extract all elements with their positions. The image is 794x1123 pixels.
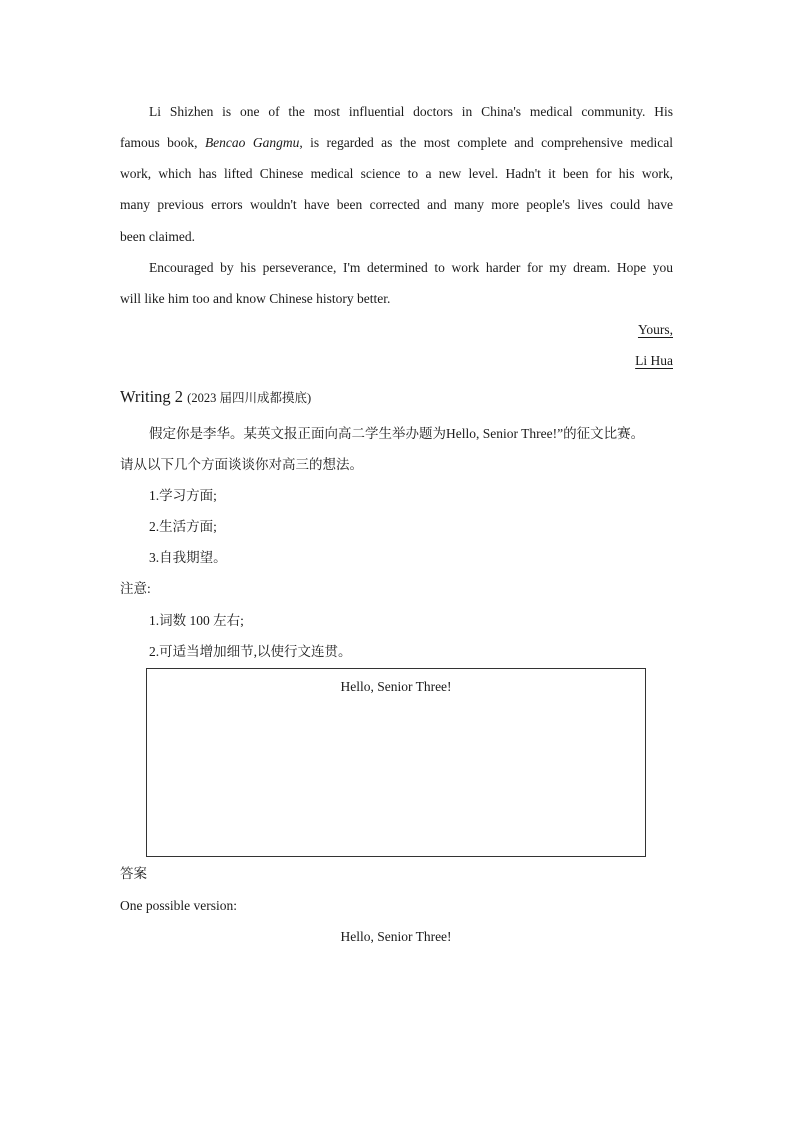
signature-text: Li Hua <box>635 353 673 368</box>
letter-paragraph-2-line-1: Encouraged by his perseverance, I'm determined to work harder for my dream. Hope you <box>149 260 673 275</box>
section-heading <box>120 387 673 408</box>
text-segment: , is regarded as the most complete and comprehensive medical <box>299 135 673 150</box>
answer-label: 答案 <box>120 866 147 881</box>
notes-label: 注意: <box>120 581 151 596</box>
text-segment: famous book, <box>120 135 205 150</box>
answer-title: Hello, Senior Three! <box>340 929 452 944</box>
letter-signature <box>120 351 673 371</box>
answer-box <box>146 668 646 857</box>
section-title: Writing 2 <box>120 387 184 406</box>
letter-paragraph-1-line-2 <box>120 133 673 153</box>
prompt-line-2: 请从以下几个方面谈谈你对高三的想法。 <box>120 457 363 472</box>
letter-closing <box>120 320 673 340</box>
prompt-line-1: 假定你是李华。某英文报正面向高二学生举办题为Hello, Senior Three!”的征文比赛。 <box>149 426 645 441</box>
prompt-point-1: 1.学习方面; <box>149 488 217 503</box>
note-1: 1.词数 100 左右; <box>149 613 244 628</box>
letter-paragraph-1-line-5: been claimed. <box>120 229 195 244</box>
letter-paragraph-1-line-3: work, which has lifted Chinese medical science to a new level. Hadn't it been for his work, <box>120 166 673 181</box>
prompt-point-3: 3.自我期望。 <box>149 550 227 565</box>
letter-paragraph-1-line-4: many previous errors wouldn't have been corrected and many more people's lives could have <box>120 197 673 212</box>
letter-paragraph-1-line-1: Li Shizhen is one of the most influential doctors in China's medical community. His <box>149 104 673 119</box>
answer-intro: One possible version: <box>120 898 237 913</box>
answer-box-title: Hello, Senior Three! <box>340 679 452 694</box>
section-source: (2023 届四川成都摸底) <box>187 391 312 405</box>
book-title: Bencao Gangmu <box>204 135 300 150</box>
note-2: 2.可适当增加细节,以使行文连贯。 <box>149 644 352 659</box>
prompt-point-2: 2.生活方面; <box>149 519 217 534</box>
letter-paragraph-2-line-2: will like him too and know Chinese history better. <box>120 291 391 306</box>
closing-text: Yours, <box>637 322 673 337</box>
